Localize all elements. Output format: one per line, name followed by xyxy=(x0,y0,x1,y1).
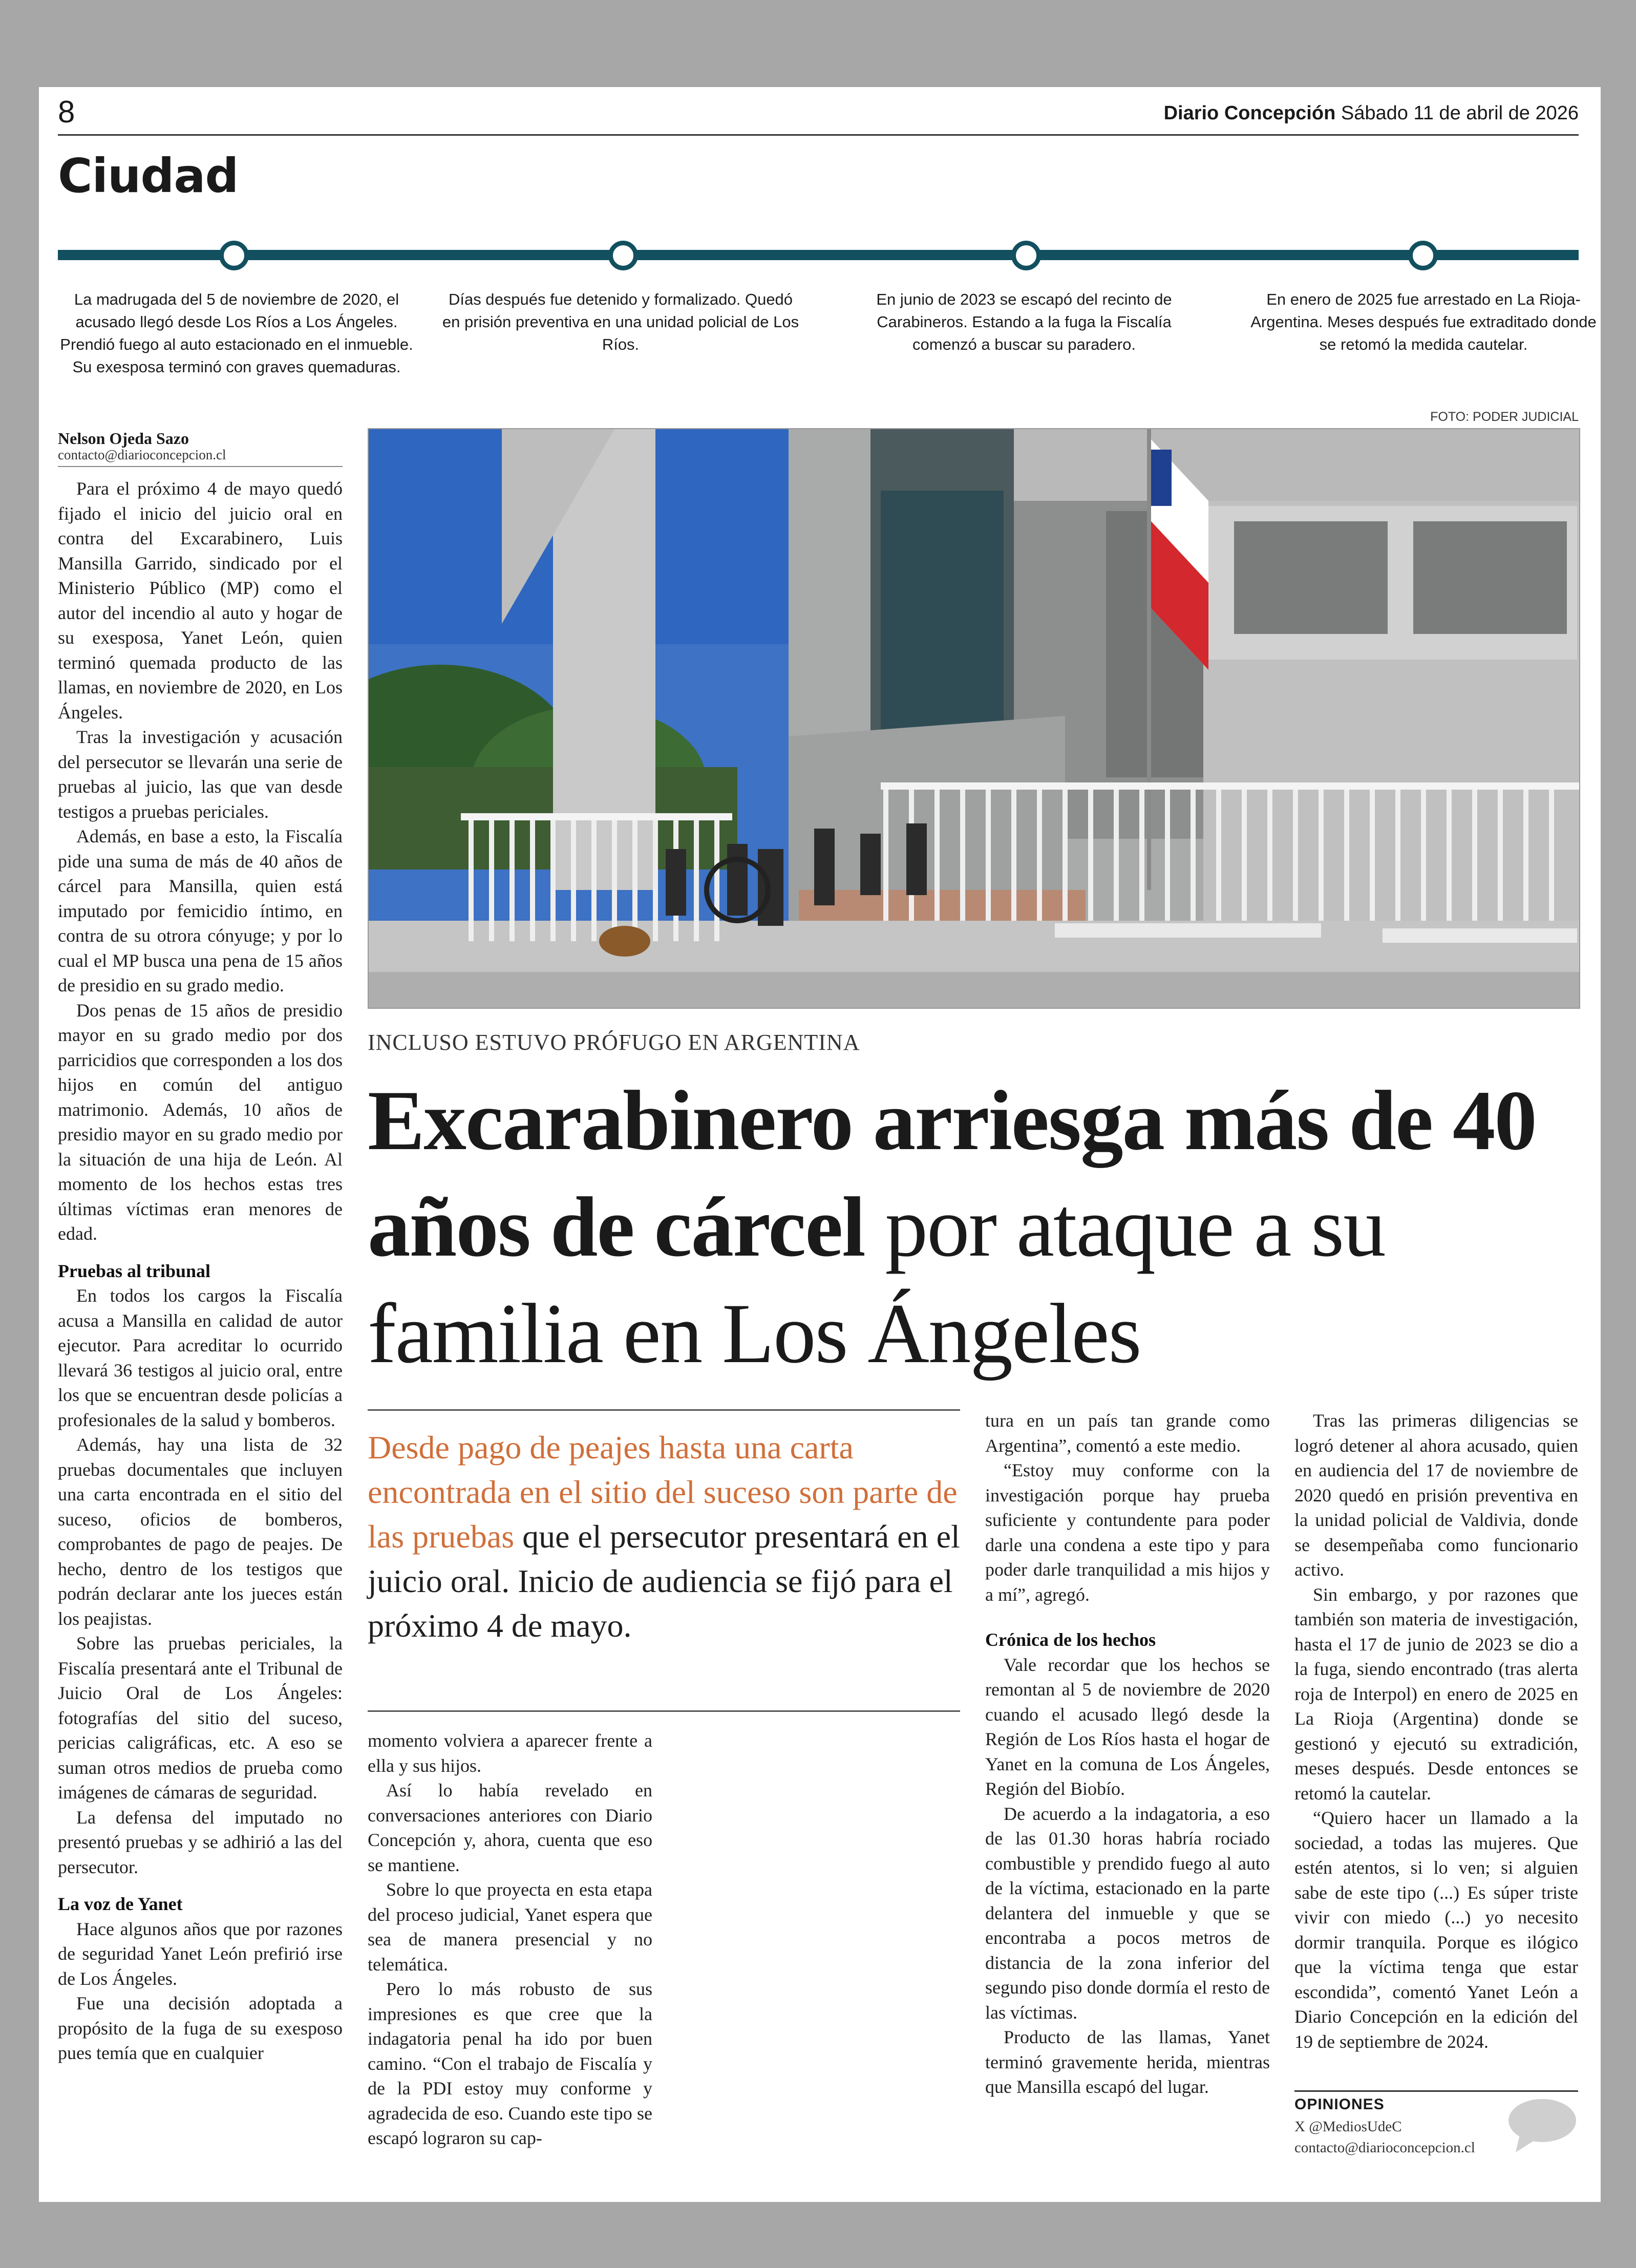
paragraph: Además, hay una lista de 32 pruebas documentales que incluyen una carta encontrada en el sitio del suceso, oficios de bomberos, comprobantes de pago de peajes. De hecho, dentro de los testigos que podrán declarar ante los jueces están los peajistas. xyxy=(58,1434,343,1629)
paragraph: De acuerdo a la indagatoria, a eso de las 01.30 horas habría rociado combustible y prendido fuego al auto de la víctima, estacionado en la parte delantera del inmueble y que se encontraba a pocos metros de distancia de la zona inferior del segundo piso donde dormía el resto de las víctimas. xyxy=(985,1803,1270,2023)
paragraph: “Quiero hacer un llamado a la sociedad, a todas las mujeres. Que estén atentos, si lo ven; si alguien sabe de este tipo (...) Es súper triste vivir con miedo (...) yo necesito dormir tranquila. Porque es ilógico que la víctima tenga que estar escondida”, comentó Yanet León a Diario Concepción en la edición del 19 de septiembre de 2024. xyxy=(1294,1808,1578,2052)
timeline-text: En junio de 2023 se escapó del recinto de Carabineros. Estando a la fuga la Fiscalía comenzó a buscar su paradero. xyxy=(876,290,1172,353)
opinions-rule xyxy=(1294,2090,1578,2092)
paragraph: tura en un país tan grande como Argentina”, comentó a este medio. xyxy=(985,1410,1270,1456)
timeline-dot xyxy=(608,241,638,270)
paragraph: Hace algunos años que por razones de seguridad Yanet León prefirió irse de Los Ángeles. xyxy=(58,1918,343,1989)
article-headline xyxy=(368,1068,1586,1387)
courthouse-illustration xyxy=(369,429,1579,1008)
speech-bubble-icon xyxy=(1505,2097,1577,2154)
article-column-4 xyxy=(1294,1408,1578,2054)
subheading: La voz de Yanet xyxy=(58,1894,183,1914)
paragraph: Fue una decisión adoptada a propósito de la fuga de su exesposo pues temía que en cualquier xyxy=(58,1993,343,2063)
subheading: Crónica de los hechos xyxy=(985,1629,1156,1650)
paragraph: Dos penas de 15 años de presidio mayor en su grado medio por dos parricidios que corresponden a los dos hijos en común del antiguo matrimonio. Además, 10 años de presidio mayor en su grado medio por la situación de una hija de León. Al momento de los hechos estas tres últimas víctimas eran menores de edad. xyxy=(58,1000,343,1244)
article-kicker: INCLUSO ESTUVO PRÓFUGO EN ARGENTINA xyxy=(368,1030,860,1055)
byline-email: contacto@diarioconcepcion.cl xyxy=(58,447,226,462)
subheading: Pruebas al tribunal xyxy=(58,1260,211,1281)
paragraph: Para el próximo 4 de mayo quedó fijado el inicio del juicio oral en contra del Excarabinero, Luis Mansilla Garrido, sindicado por el Ministerio Público (MP) como el autor del incendio al auto y hogar de su exesposa, Yanet León, quien terminó quemada producto de las llamas, en noviembre de 2020, en Los Ángeles. xyxy=(58,478,343,723)
opinions-title: OPINIONES xyxy=(1294,2096,1385,2113)
photo-credit: FOTO: PODER JUDICIAL xyxy=(1430,410,1579,424)
paragraph: Vale recordar que los hechos se remontan al 5 de noviembre de 2020 cuando el acusado llegó desde la Región de Los Ríos hasta el hogar de Yanet en la comuna de Los Ángeles, Región del Biobío. xyxy=(985,1654,1270,1799)
section-title: Ciudad xyxy=(58,149,239,203)
article-column-2 xyxy=(368,1728,652,2151)
timeline-text: La madrugada del 5 de noviembre de 2020, el acusado llegó desde Los Ríos a Los Ángeles. Prendió fuego al auto estacionado en el inmueble. Su exesposa terminó con graves quemaduras. xyxy=(60,290,413,376)
paragraph: momento volviera a aparecer frente a ella y sus hijos. xyxy=(368,1730,652,1776)
paragraph: Pero lo más robusto de sus impresiones es que cree que la indagatoria penal ha ido por buen camino. “Con el trabajo de Fiscalía y de la PDI estoy muy conforme y agradecida de eso. Cuando este tipo se escapó lograron su cap- xyxy=(368,1979,652,2148)
article-column-1 xyxy=(58,476,343,2066)
headline-bold: Excarabinero arriesga más de 40 años de cárcel xyxy=(368,1073,1536,1275)
paragraph: Tras la investigación y acusación del persecutor se llevarán una serie de pruebas al juicio, las que van desde testigos a pruebas periciales. xyxy=(58,727,343,822)
headline-regular: por ataque a su familia en Los Ángeles xyxy=(368,1180,1385,1381)
article-lead xyxy=(368,1425,962,1648)
paragraph: Así lo había revelado en conversaciones anteriores con Diario Concepción y, ahora, cuenta que eso se mantiene. xyxy=(368,1780,652,1875)
header-rule xyxy=(58,134,1579,136)
timeline-dot xyxy=(1408,241,1438,270)
paragraph: Sobre las pruebas periciales, la Fiscalía presentará ante el Tribunal de Juicio Oral de Los Ángeles: fotografías del sitio del suceso, pericias caligráficas, etc. A eso se suman otros medios de prueba como imágenes de cámaras de seguridad. xyxy=(58,1633,343,1803)
paragraph: Además, en base a esto, la Fiscalía pide una suma de más de 40 años de cárcel para Mansilla, quien está imputado por femicidio íntimo, en contra de su otrora cónyuge; y por lo cual el MP busca una pena de 15 años de presidio en su grado medio. xyxy=(58,826,343,995)
timeline-bar xyxy=(58,250,1579,260)
paragraph: “Estoy muy conforme con la investigación porque hay prueba suficiente y contundente para poder darle una condena a este tipo y para poder darle tranquilidad a mis hijos y a mí”, agregó. xyxy=(985,1460,1270,1605)
timeline-dot xyxy=(219,241,249,270)
lead-rule xyxy=(368,1409,960,1411)
timeline-text: Días después fue detenido y formalizado. Quedó en prisión preventiva en una unidad policial de Los Ríos. xyxy=(442,290,799,353)
opinions-email: contacto@diarioconcepcion.cl xyxy=(1294,2139,1475,2156)
lead-rule xyxy=(368,1710,960,1712)
masthead-date: Sábado 11 de abril de 2026 xyxy=(1341,102,1579,124)
paragraph: Producto de las llamas, Yanet terminó gravemente herida, mientras que Mansilla escapó del lugar. xyxy=(985,2027,1270,2097)
byline-rule xyxy=(58,466,343,467)
lead-accent: Desde pago de peajes hasta una carta encontrada en el sitio del suceso son parte de las pruebas xyxy=(368,1429,958,1555)
lead-text: que el persecutor presentará en el juicio oral. Inicio de audiencia se fijó para el próximo 4 de mayo. xyxy=(368,1518,960,1644)
courthouse-photo xyxy=(368,428,1580,1009)
paragraph: Sobre lo que proyecta en esta etapa del proceso judicial, Yanet espera que sea de manera presencial y no telemática. xyxy=(368,1879,652,1975)
masthead-name: Diario Concepción xyxy=(1163,102,1336,124)
article-column-3 xyxy=(985,1408,1270,2100)
masthead xyxy=(1164,102,1579,124)
byline-name: Nelson Ojeda Sazo xyxy=(58,429,189,448)
paragraph: Tras las primeras diligencias se logró detener al ahora acusado, quien en audiencia del 17 de noviembre de 2020 quedó en prisión preventiva en la unidad policial de Valdivia, donde se desempeñaba como funcionario activo. xyxy=(1294,1410,1578,1580)
timeline-text: En enero de 2025 fue arrestado en La Rioja-Argentina. Meses después fue extraditado donde se retomó la medida cautelar. xyxy=(1250,290,1597,353)
paragraph: En todos los cargos la Fiscalía acusa a Mansilla en calidad de autor ejecutor. Para acreditar lo ocurrido llevará 36 testigos al juicio oral, entre los que se encuentran desde policías a profesionales de la salud y bomberos. xyxy=(58,1285,343,1430)
page-number: 8 xyxy=(58,95,75,129)
paragraph: Sin embargo, y por razones que también son materia de investigación, hasta el 17 de junio de 2023 se dio a la fuga, siendo encontrado (tras alerta roja de Interpol) en enero de 2025 en La Rioja (Argentina) donde se gestionó y ejecutó su extradición, meses después. Desde entonces se retomó la cautelar. xyxy=(1294,1584,1578,1804)
opinions-social: X @MediosUdeC xyxy=(1294,2118,1402,2135)
timeline-dot xyxy=(1011,241,1041,270)
paragraph: La defensa del imputado no presentó pruebas y se adhirió a las del persecutor. xyxy=(58,1807,343,1877)
